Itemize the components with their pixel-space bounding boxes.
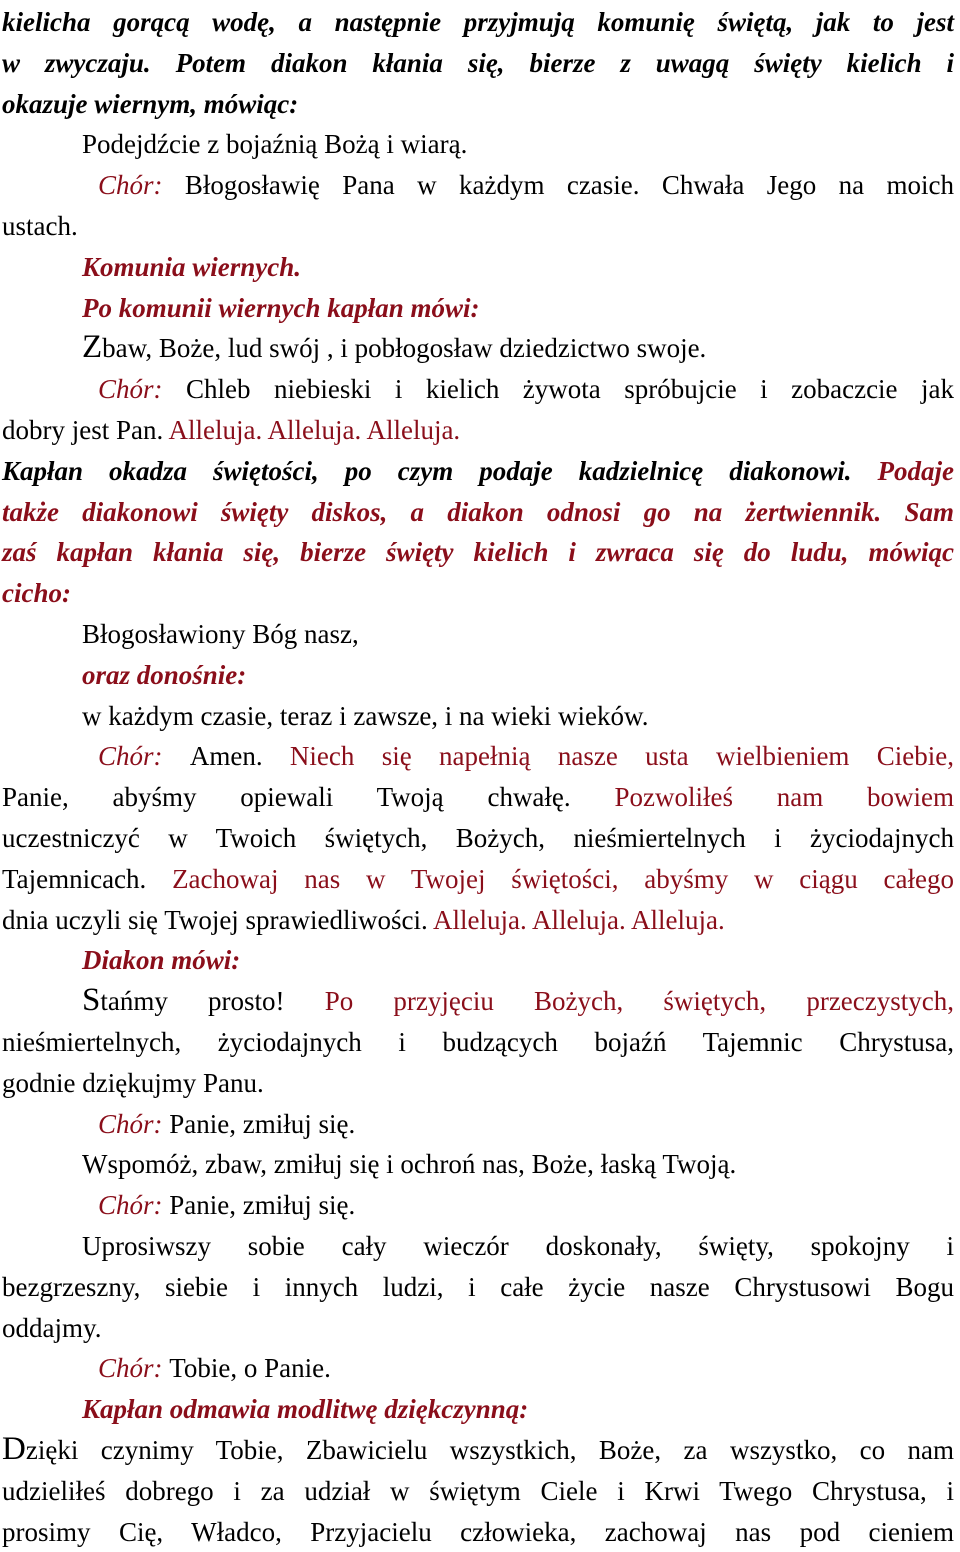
text-line	[0, 818, 960, 858]
text-segment: oddajmy.	[2, 1312, 102, 1343]
rubric-line	[0, 451, 960, 491]
text-line	[0, 777, 960, 817]
text-segment: Kapłan odmawia modlitwę dziękczynną:	[82, 1394, 529, 1425]
text-segment: Panie, zmiłuj się.	[169, 1108, 356, 1139]
text-segment: udzieliłeś dobrego i za udział w świętym Ciele i Krwi Twego Chrystusa, i	[2, 1475, 954, 1506]
text-line	[0, 736, 960, 776]
text-line	[0, 614, 960, 654]
text-segment: cicho:	[2, 578, 71, 609]
text-line	[0, 1348, 960, 1388]
text-segment: kielicha gorącą wodę, a następnie przyjmują komunię świętą, jak to jest	[2, 7, 954, 37]
text-line	[0, 84, 960, 124]
text-line	[0, 1430, 960, 1470]
text-line	[0, 1022, 960, 1062]
text-segment: Chór:	[98, 170, 185, 201]
text-segment: Wspomóż, zbaw, zmiłuj się i ochroń nas, Boże, łaską Twoją.	[82, 1149, 737, 1180]
text-segment: Diakon mówi:	[82, 945, 241, 976]
text-segment: Podejdźcie z bojaźnią Bożą i wiarą.	[82, 129, 468, 160]
text-line	[0, 1308, 960, 1348]
text-segment: S	[82, 982, 101, 1019]
text-segment: Sam	[904, 496, 954, 527]
text-line	[0, 1267, 960, 1307]
text-line	[0, 43, 960, 83]
text-segment: Panie, abyśmy opiewali Twoją chwałę.	[2, 782, 615, 813]
text-segment: godnie dziękujmy Panu.	[2, 1067, 264, 1098]
text-segment: nieśmiertelnych, życiodajnych i budzących bojaźń Tajemnic Chrystusa,	[2, 1027, 954, 1057]
text-segment: Tajemnicach.	[2, 863, 173, 894]
text-line	[0, 1185, 960, 1225]
text-segment: ustach.	[2, 211, 78, 241]
text-line	[0, 1104, 960, 1144]
text-segment: także diakonowi święty diskos, a diakon odnosi go na żertwiennik.	[2, 496, 905, 527]
text-segment: okazuje wiernym, mówiąc:	[2, 88, 299, 119]
text-segment: bezgrzeszny, siebie i innych ludzi, i całe życie nasze Chrystusowi Bogu	[2, 1271, 954, 1302]
text-segment: Tobie, o Panie.	[169, 1353, 331, 1384]
text-segment: Chór:	[98, 1353, 170, 1384]
text-segment: dobry jest Pan.	[2, 415, 169, 445]
text-segment: zięki czynimy Tobie, Zbawicielu wszystkich, Boże, za wszystko, co nam	[25, 1435, 954, 1465]
text-segment: Z	[82, 329, 103, 366]
text-segment: Kapłan okadza świętości, po czym podaje kadzielnicę diakonowi.	[2, 455, 878, 486]
text-segment: Chór:	[98, 1108, 170, 1139]
text-segment: Niech się napełnią nasze usta wielbieniem Ciebie,	[289, 741, 954, 772]
text-line	[0, 981, 960, 1021]
text-line	[0, 859, 960, 899]
text-line	[0, 206, 960, 246]
text-segment: baw, Boże, lud swój , i pobłogosław dziedzictwo swoje.	[102, 333, 707, 364]
text-line	[0, 1226, 960, 1266]
text-line	[0, 1471, 960, 1511]
text-line	[0, 369, 960, 409]
text-line	[0, 1063, 960, 1103]
text-segment: Komunia wiernych.	[82, 251, 302, 282]
text-segment: D	[2, 1431, 26, 1467]
rubric-line	[0, 532, 960, 572]
text-segment: Chór:	[98, 374, 186, 405]
text-segment: Uprosiwszy sobie cały wieczór doskonały, święty, spokojny i	[82, 1231, 954, 1261]
rubric-line	[0, 655, 960, 695]
rubric-line	[0, 492, 960, 532]
text-segment: Amen.	[189, 741, 290, 772]
text-line	[0, 1512, 960, 1552]
text-segment: w każdym czasie, teraz i zawsze, i na wieki wieków.	[82, 700, 649, 731]
text-segment: Podaje	[877, 455, 954, 486]
text-line	[0, 1144, 960, 1184]
text-segment: zaś kapłan kłania się, bierze święty kielich i zwraca się do ludu, mówiąc	[2, 537, 954, 568]
text-segment: tańmy prosto!	[100, 986, 325, 1017]
rubric-heading	[0, 247, 960, 287]
text-segment: Po komunii wiernych kapłan mówi:	[82, 292, 480, 323]
text-segment: Chleb niebieski i kielich żywota spróbujcie i zobaczcie jak	[185, 374, 954, 405]
text-segment: Alleluja. Alleluja. Alleluja.	[168, 415, 461, 445]
rubric-heading	[0, 1389, 960, 1429]
text-segment: prosimy Cię, Władco, Przyjacielu człowieka, zachowaj nas pod cieniem	[2, 1516, 954, 1547]
text-line	[0, 410, 960, 450]
text-segment: Błogosławię Pana w każdym czasie. Chwała Jego na moich	[184, 170, 954, 201]
text-segment: dnia uczyli się Twojej sprawiedliwości.	[2, 904, 434, 935]
text-line	[0, 696, 960, 736]
text-segment: Alleluja. Alleluja. Alleluja.	[433, 904, 725, 935]
text-line	[0, 900, 960, 940]
text-segment: Panie, zmiłuj się.	[169, 1190, 356, 1221]
rubric-heading	[0, 940, 960, 980]
text-segment: w zwyczaju. Potem diakon kłania się, bierze z uwagą święty kielich i	[2, 47, 954, 78]
text-segment: Pozwoliłeś nam bowiem	[614, 782, 954, 813]
text-segment: Zachowaj nas w Twojej świętości, abyśmy w ciągu całego	[172, 863, 954, 894]
text-segment: Błogosławiony Bóg nasz,	[82, 619, 359, 649]
text-line	[0, 124, 960, 164]
text-segment: oraz donośnie:	[82, 659, 247, 690]
text-line	[0, 2, 960, 42]
rubric-heading	[0, 288, 960, 328]
text-segment: Po przyjęciu Bożych, świętych, przeczystych,	[324, 986, 954, 1017]
text-line	[0, 165, 960, 205]
text-segment: Chór:	[98, 1190, 170, 1221]
text-segment: Chór:	[98, 741, 190, 772]
text-line	[0, 328, 960, 368]
text-segment: uczestniczyć w Twoich świętych, Bożych, nieśmiertelnych i życiodajnych	[2, 823, 954, 853]
rubric-line	[0, 573, 960, 613]
